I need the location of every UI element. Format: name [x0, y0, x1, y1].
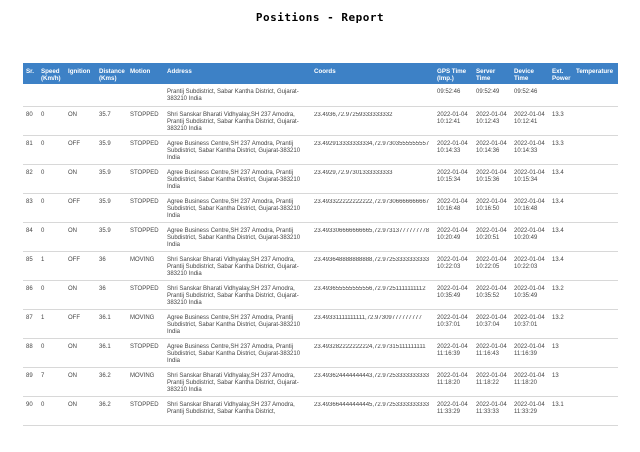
cell-device-time: 2022-01-04 11:16:39	[514, 344, 545, 358]
cell-device-time: 2022-01-04 10:20:49	[514, 228, 545, 242]
cell-server-time: 2022-01-04 10:14:36	[476, 141, 507, 155]
table-row	[23, 310, 618, 339]
cell-speed: 7	[41, 373, 45, 379]
cell-distance: 36	[99, 257, 106, 263]
cell-ignition: ON	[68, 286, 77, 292]
cell-gps-time: 2022-01-04 10:35:49	[437, 286, 468, 300]
cell-server-time: 09:52:49	[476, 89, 500, 95]
cell-ignition: ON	[68, 402, 77, 408]
table-row	[23, 368, 618, 397]
cell-sr: 90	[26, 402, 33, 408]
cell-motion: MOVING	[130, 315, 155, 321]
cell-ignition: ON	[68, 112, 77, 118]
header-server-time: Server Time	[476, 68, 496, 82]
cell-distance: 36.1	[99, 315, 111, 321]
cell-gps-time: 2022-01-04 10:14:33	[437, 141, 468, 155]
cell-speed: 0	[41, 228, 45, 234]
cell-sr: 86	[26, 286, 33, 292]
cell-coords: 23.49331111111111,72.97309777777777	[314, 315, 422, 321]
page-title: Positions - Report	[255, 11, 385, 24]
table-row	[23, 252, 618, 281]
cell-speed: 0	[41, 170, 45, 176]
cell-coords: 23.493648888888888,72.97253333333333	[314, 257, 430, 263]
header-gps-time: GPS Time (Imp.)	[437, 68, 467, 82]
cell-gps-time: 2022-01-04 11:33:29	[437, 402, 468, 416]
cell-coords: 23.493306666666665,72.97313777777778	[314, 228, 430, 234]
cell-server-time: 2022-01-04 10:22:05	[476, 257, 507, 271]
cell-ext-power: 13	[552, 344, 559, 350]
cell-device-time: 2022-01-04 10:16:48	[514, 199, 545, 213]
cell-ignition: OFF	[68, 257, 80, 263]
cell-motion: MOVING	[130, 373, 155, 379]
cell-speed: 0	[41, 286, 45, 292]
cell-device-time: 2022-01-04 10:12:41	[514, 112, 545, 126]
cell-distance: 35.9	[99, 228, 111, 234]
cell-ignition: OFF	[68, 141, 80, 147]
table-row	[23, 339, 618, 368]
cell-address: Agree Business Centre,SH 237 Amodra, Prantij Subdistrict, Sabar Kantha District, Gujarat-383210 India	[167, 170, 301, 191]
cell-ignition: ON	[68, 373, 77, 379]
cell-address: Shri Sanskar Bharati Vidhyalay,SH 237 Amodra, Prantij Subdistrict, Sabar Kantha District, Gujarat-383210 India	[167, 373, 299, 394]
cell-coords: 23.492913333333334,72.97303555555557	[314, 141, 430, 147]
cell-motion: STOPPED	[130, 141, 159, 147]
cell-address: Shri Sanskar Bharati Vidhyalay,SH 237 Amodra, Prantij Subdistrict, Sabar Kantha District,	[167, 402, 295, 416]
cell-distance: 35.9	[99, 199, 111, 205]
cell-device-time: 2022-01-04 11:33:29	[514, 402, 545, 416]
cell-sr: 89	[26, 373, 33, 379]
cell-server-time: 2022-01-04 10:16:50	[476, 199, 507, 213]
cell-ignition: ON	[68, 170, 77, 176]
cell-address: Agree Business Centre,SH 237 Amodra, Prantij Subdistrict, Sabar Kantha District, Gujarat-383210 India	[167, 315, 301, 336]
cell-distance: 36.2	[99, 402, 111, 408]
cell-ext-power: 13.1	[552, 402, 564, 408]
cell-sr: 80	[26, 112, 33, 118]
cell-server-time: 2022-01-04 11:16:43	[476, 344, 507, 358]
cell-coords: 23.493655555555556,72.97251111111112	[314, 286, 426, 292]
cell-device-time: 09:52:46	[514, 89, 538, 95]
cell-speed: 0	[41, 199, 45, 205]
cell-address: Shri Sanskar Bharati Vidhyalay,SH 237 Amodra, Prantij Subdistrict, Sabar Kantha District, Gujarat-383210 India	[167, 112, 299, 133]
cell-ignition: ON	[68, 344, 77, 350]
table-row	[23, 281, 618, 310]
header-coords: Coords	[314, 68, 336, 75]
header-distance: Distance (Kms)	[99, 68, 125, 82]
cell-ext-power: 13.4	[552, 257, 564, 263]
cell-server-time: 2022-01-04 10:37:04	[476, 315, 507, 329]
table-row	[23, 107, 618, 136]
cell-sr: 81	[26, 141, 33, 147]
cell-distance: 35.7	[99, 112, 111, 118]
cell-ext-power: 13.4	[552, 199, 564, 205]
cell-ext-power: 13.3	[552, 112, 564, 118]
header-ext-power: Ext. Power	[552, 68, 571, 82]
cell-server-time: 2022-01-04 10:12:43	[476, 112, 507, 126]
cell-device-time: 2022-01-04 10:15:34	[514, 170, 545, 184]
cell-coords: 23.4929,72.97301333333333	[314, 170, 393, 176]
cell-motion: STOPPED	[130, 199, 159, 205]
cell-server-time: 2022-01-04 10:15:36	[476, 170, 507, 184]
cell-ext-power: 13	[552, 373, 559, 379]
cell-address: Prantij Subdistrict, Sabar Kantha District, Gujarat-383210 India	[167, 89, 299, 103]
cell-sr: 82	[26, 170, 33, 176]
cell-speed: 1	[41, 257, 45, 263]
cell-distance: 35.9	[99, 141, 111, 147]
cell-distance: 36.1	[99, 344, 111, 350]
cell-motion: MOVING	[130, 257, 155, 263]
header-ignition: Ignition	[68, 68, 91, 75]
cell-motion: STOPPED	[130, 344, 159, 350]
cell-coords: 23.493664444444445,72.97253333333333	[314, 402, 430, 408]
header-device-time: Device Time	[514, 68, 534, 82]
table-row	[23, 165, 618, 194]
cell-gps-time: 2022-01-04 10:22:03	[437, 257, 468, 271]
cell-gps-time: 2022-01-04 11:18:20	[437, 373, 468, 387]
cell-server-time: 2022-01-04 10:35:52	[476, 286, 507, 300]
cell-motion: STOPPED	[130, 286, 159, 292]
cell-ext-power: 13.3	[552, 141, 564, 147]
cell-sr: 88	[26, 344, 33, 350]
cell-address: Agree Business Centre,SH 237 Amodra, Prantij Subdistrict, Sabar Kantha District, Gujarat-383210 India	[167, 199, 301, 220]
cell-address: Shri Sanskar Bharati Vidhyalay,SH 237 Amodra, Prantij Subdistrict, Sabar Kantha District, Gujarat-383210 India	[167, 257, 299, 278]
cell-address: Shri Sanskar Bharati Vidhyalay,SH 237 Amodra, Prantij Subdistrict, Sabar Kantha District, Gujarat-383210 India	[167, 286, 299, 307]
table-row	[23, 223, 618, 252]
cell-ext-power: 13.2	[552, 315, 564, 321]
cell-ignition: ON	[68, 228, 77, 234]
cell-speed: 0	[41, 141, 45, 147]
cell-ignition: OFF	[68, 315, 80, 321]
cell-coords: 23.493624444444443,72.97253333333333	[314, 373, 430, 379]
cell-speed: 0	[41, 344, 45, 350]
cell-server-time: 2022-01-04 11:18:22	[476, 373, 507, 387]
cell-sr: 85	[26, 257, 33, 263]
cell-server-time: 2022-01-04 10:20:51	[476, 228, 507, 242]
cell-distance: 36.2	[99, 373, 111, 379]
cell-server-time: 2022-01-04 11:33:33	[476, 402, 507, 416]
table-row	[23, 397, 618, 426]
cell-device-time: 2022-01-04 10:35:49	[514, 286, 545, 300]
header-sr: Sr.	[26, 68, 34, 75]
cell-gps-time: 2022-01-04 10:15:34	[437, 170, 468, 184]
cell-motion: STOPPED	[130, 228, 159, 234]
cell-address: Agree Business Centre,SH 237 Amodra, Prantij Subdistrict, Sabar Kantha District, Gujarat-383210 India	[167, 141, 301, 162]
cell-ignition: OFF	[68, 199, 80, 205]
cell-device-time: 2022-01-04 10:22:03	[514, 257, 545, 271]
cell-speed: 0	[41, 112, 45, 118]
cell-sr: 87	[26, 315, 33, 321]
cell-speed: 1	[41, 315, 45, 321]
header-address: Address	[167, 68, 192, 75]
cell-gps-time: 2022-01-04 10:37:01	[437, 315, 468, 329]
cell-coords: 23.493322222222222,72.97306666666667	[314, 199, 430, 205]
table-row	[23, 194, 618, 223]
cell-motion: STOPPED	[130, 112, 159, 118]
cell-motion: STOPPED	[130, 170, 159, 176]
positions-table	[23, 63, 618, 426]
cell-ext-power: 13.4	[552, 228, 564, 234]
cell-speed: 0	[41, 402, 45, 408]
cell-gps-time: 2022-01-04 10:12:41	[437, 112, 468, 126]
header-temperature: Temperature	[576, 68, 614, 75]
table-row	[23, 136, 618, 165]
cell-coords: 23.493282222222224,72.97315111111111	[314, 344, 426, 350]
cell-distance: 36	[99, 286, 106, 292]
cell-motion: STOPPED	[130, 402, 159, 408]
table-row	[23, 84, 618, 107]
cell-gps-time: 2022-01-04 10:16:48	[437, 199, 468, 213]
cell-address: Agree Business Centre,SH 237 Amodra, Prantij Subdistrict, Sabar Kantha District, Gujarat-383210 India	[167, 228, 301, 249]
cell-gps-time: 2022-01-04 11:16:39	[437, 344, 468, 358]
cell-device-time: 2022-01-04 10:37:01	[514, 315, 545, 329]
cell-gps-time: 09:52:46	[437, 89, 461, 95]
table-header	[23, 63, 618, 84]
cell-device-time: 2022-01-04 10:14:33	[514, 141, 545, 155]
cell-gps-time: 2022-01-04 10:20:49	[437, 228, 468, 242]
cell-address: Agree Business Centre,SH 237 Amodra, Prantij Subdistrict, Sabar Kantha District, Gujarat-383210 India	[167, 344, 301, 365]
cell-ext-power: 13.2	[552, 286, 564, 292]
cell-distance: 35.9	[99, 170, 111, 176]
cell-sr: 83	[26, 199, 33, 205]
cell-sr: 84	[26, 228, 33, 234]
header-motion: Motion	[130, 68, 151, 75]
cell-device-time: 2022-01-04 11:18:20	[514, 373, 545, 387]
header-speed: Speed (Km/h)	[41, 68, 61, 82]
cell-coords: 23.4936,72.97259333333332	[314, 112, 393, 118]
cell-ext-power: 13.4	[552, 170, 564, 176]
